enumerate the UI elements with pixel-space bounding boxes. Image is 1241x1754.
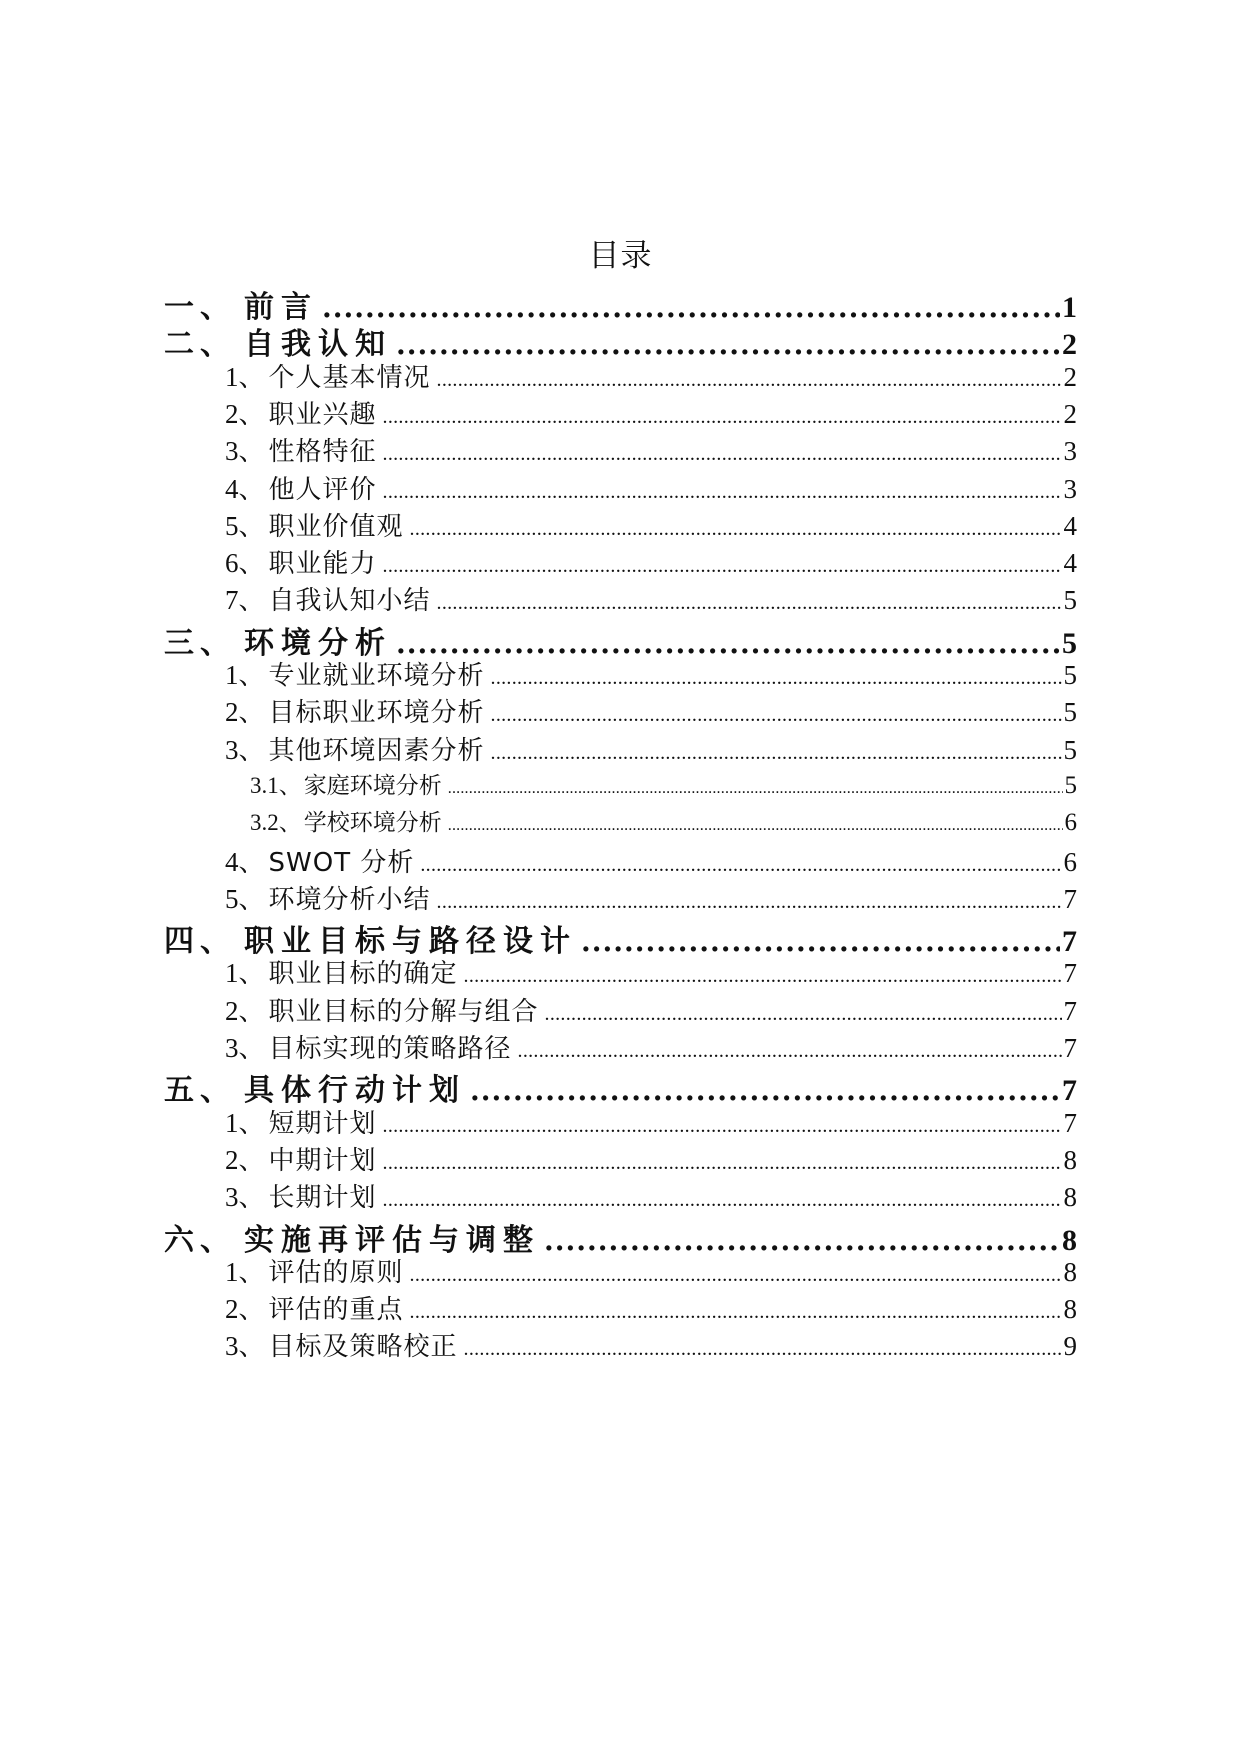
toc-title: 目录 — [588, 238, 653, 274]
toc-entry-title: 自我认知小结 — [268, 586, 431, 617]
toc-entry-title: 短期计划 — [268, 1108, 377, 1139]
toc-dot-leader — [383, 443, 1062, 466]
toc-dot-leader — [545, 1003, 1062, 1026]
toc-entry[interactable] — [225, 506, 1077, 544]
toc-entry-separator: 、 — [238, 549, 265, 580]
toc-entry-number: 5 — [225, 883, 239, 914]
toc-entry-number: 4 — [225, 846, 239, 877]
toc-entry-number: 3 — [225, 436, 239, 467]
toc-entry-separator: 、 — [238, 1145, 265, 1176]
toc-dot-leader — [437, 891, 1062, 914]
toc-entry-number: 3 — [225, 1331, 239, 1362]
toc-entry-title: 他人评价 — [268, 474, 377, 505]
toc-entry-title: 环境分析 — [244, 625, 392, 661]
toc-entry[interactable] — [225, 1252, 1077, 1290]
toc-entry-number: 6 — [225, 548, 239, 579]
toc-entry-number: 2 — [225, 697, 239, 728]
toc-entry-number: 四 — [164, 924, 200, 960]
toc-entry-page-number: 9 — [1063, 1331, 1077, 1362]
toc-entry[interactable] — [225, 991, 1077, 1029]
toc-dot-leader — [437, 369, 1062, 392]
toc-entry-page-number: 7 — [1063, 1033, 1077, 1063]
toc-entry-page-number: 6 — [1064, 809, 1077, 837]
toc-entry[interactable] — [250, 767, 1077, 805]
toc-entry[interactable] — [225, 431, 1077, 469]
toc-entry-title: 评估的重点 — [268, 1295, 404, 1326]
toc-entry-separator: 、 — [238, 511, 265, 542]
toc-entry-title: 自我认知 — [244, 327, 392, 363]
toc-entry-separator: 、 — [238, 661, 265, 691]
toc-entry-separator: 、 — [238, 1183, 265, 1214]
toc-dot-leader — [448, 817, 1063, 835]
toc-entry[interactable] — [225, 953, 1077, 991]
toc-entry-page-number: 8 — [1063, 1256, 1077, 1287]
toc-dot-leader — [491, 704, 1062, 727]
toc-entry[interactable] — [225, 1326, 1077, 1364]
toc-entry-number: 2 — [225, 995, 239, 1026]
toc-entry-title: 目标职业环境分析 — [268, 698, 485, 729]
toc-entry-title: 职业目标的确定 — [268, 959, 458, 990]
toc-entry-number: 三 — [164, 625, 200, 661]
toc-entry-number: 1 — [225, 361, 239, 392]
toc-entry-title: 职业能力 — [268, 549, 377, 580]
toc-entry-number: 3 — [225, 734, 239, 765]
toc-entry-number: 1 — [225, 1256, 239, 1287]
toc-entry-title: 专业就业环境分析 — [268, 661, 485, 691]
toc-entry-separator: 、 — [238, 735, 265, 766]
toc-entry-title: 学校环境分析 — [303, 810, 442, 837]
toc-entry[interactable] — [225, 730, 1077, 768]
toc-dot-leader — [518, 1040, 1062, 1063]
toc-entry-number: 5 — [225, 510, 239, 541]
toc-entry-separator: 、 — [238, 959, 265, 990]
toc-entry-separator: 、 — [200, 290, 240, 325]
toc-dot-leader — [491, 742, 1062, 765]
toc-entry-separator: 、 — [238, 1034, 265, 1064]
toc-entry-number: 五 — [164, 1073, 200, 1109]
toc-dot-leader — [383, 1189, 1062, 1212]
toc-entry[interactable] — [225, 469, 1077, 507]
toc-entry-separator: 、 — [238, 1332, 265, 1363]
toc-entry-title: 中期计划 — [268, 1145, 377, 1176]
toc-entry[interactable] — [225, 580, 1077, 618]
toc-entry-separator: 、 — [238, 362, 265, 393]
toc-entry[interactable] — [164, 1065, 1077, 1109]
toc-entry-page-number: 2 — [1063, 398, 1077, 429]
toc-entry-page-number: 4 — [1063, 510, 1077, 541]
toc-dot-leader — [491, 667, 1062, 690]
toc-entry[interactable] — [164, 319, 1077, 363]
toc-entry-page-number: 3 — [1063, 473, 1077, 504]
toc-entry-number: 3 — [225, 1182, 239, 1213]
toc-entry-separator: 、 — [238, 1108, 265, 1139]
toc-entry-page-number: 8 — [1063, 1144, 1077, 1175]
toc-dot-leader — [383, 1115, 1062, 1138]
toc-entry[interactable] — [225, 1177, 1077, 1215]
toc-dot-leader — [410, 1264, 1062, 1287]
toc-entry-title: SWOT 分析 — [268, 847, 415, 878]
toc-entry-separator: 、 — [238, 884, 265, 915]
toc-entry-title: 职业价值观 — [268, 511, 404, 542]
toc-entry[interactable] — [225, 543, 1077, 581]
toc-entry-separator: 、 — [238, 437, 265, 468]
toc-entry[interactable] — [225, 1103, 1077, 1141]
toc-entry[interactable] — [225, 357, 1077, 395]
toc-entry[interactable] — [225, 394, 1077, 432]
toc-entry-separator: 、 — [238, 847, 265, 878]
toc-entry-separator: 、 — [238, 1257, 265, 1288]
toc-dot-leader — [410, 518, 1062, 541]
toc-entry[interactable] — [164, 1215, 1077, 1258]
toc-entry-page-number: 5 — [1063, 585, 1077, 616]
toc-dot-leader — [410, 1301, 1062, 1324]
toc-dot-leader — [383, 481, 1062, 504]
toc-entry-number: 二 — [164, 327, 200, 363]
toc-entry[interactable] — [164, 916, 1077, 960]
toc-entry-number: 7 — [225, 585, 239, 616]
toc-entry-title: 性格特征 — [268, 437, 377, 468]
toc-entry-page-number: 8 — [1062, 1223, 1077, 1257]
toc-entry-separator: 、 — [238, 474, 265, 505]
toc-entry[interactable] — [164, 618, 1077, 661]
toc-entry[interactable] — [225, 1140, 1077, 1178]
toc-entry-separator: 、 — [200, 327, 240, 363]
toc-entry-page-number: 1 — [1062, 291, 1077, 324]
toc-entry-title: 其他环境因素分析 — [268, 735, 485, 766]
toc-entry-page-number: 5 — [1064, 771, 1077, 799]
toc-entry-number: 3 — [225, 1033, 239, 1063]
toc-entry-title: 职业目标与路径设计 — [244, 924, 577, 960]
toc-entry[interactable] — [225, 655, 1077, 693]
toc-entry-number: 1 — [225, 958, 239, 989]
toc-entry-title: 目标及策略校正 — [268, 1332, 458, 1363]
toc-dot-leader — [437, 592, 1062, 615]
toc-entry-number: 2 — [225, 398, 239, 429]
toc-entry-page-number: 5 — [1063, 660, 1077, 690]
toc-entry-separator: 、 — [278, 810, 302, 837]
toc-entry-page-number: 8 — [1063, 1182, 1077, 1213]
toc-entry-page-number: 7 — [1063, 883, 1077, 914]
toc-entry-separator: 、 — [278, 772, 302, 799]
toc-entry-number: 1 — [225, 660, 239, 690]
toc-entry-number: 2 — [225, 1294, 239, 1325]
toc-entry-page-number: 3 — [1063, 436, 1077, 467]
toc-entry-separator: 、 — [238, 1295, 265, 1326]
toc-entry-page-number: 2 — [1062, 328, 1077, 362]
toc-entry-page-number: 6 — [1063, 846, 1077, 877]
toc-entry[interactable] — [225, 879, 1077, 917]
toc-entry-title: 职业目标的分解与组合 — [268, 996, 539, 1027]
toc-entry-page-number: 5 — [1062, 626, 1077, 660]
toc-entry-separator: 、 — [238, 996, 265, 1027]
toc-entry-page-number: 8 — [1063, 1294, 1077, 1325]
toc-entry-number: 六 — [164, 1222, 200, 1258]
toc-entry-title: 评估的原则 — [268, 1257, 404, 1288]
toc-entry-title: 环境分析小结 — [268, 884, 431, 915]
toc-entry-title: 实施再评估与调整 — [244, 1222, 540, 1258]
toc-entry-number: 4 — [225, 473, 239, 504]
toc-entry-page-number: 7 — [1062, 925, 1077, 959]
toc-entry-number: 2 — [225, 1144, 239, 1175]
toc-entry-page-number: 2 — [1063, 361, 1077, 392]
toc-entry[interactable] — [164, 282, 1077, 325]
toc-entry[interactable] — [225, 692, 1077, 730]
toc-entry-page-number: 7 — [1063, 1107, 1077, 1138]
toc-entry-number: 1 — [225, 1107, 239, 1138]
toc-dot-leader — [464, 965, 1062, 988]
toc-entry-title: 目标实现的策略路径 — [268, 1034, 512, 1064]
toc-entry[interactable] — [250, 804, 1077, 842]
toc-entry-title: 具体行动计划 — [244, 1073, 466, 1109]
toc-entry-page-number: 5 — [1063, 734, 1077, 765]
toc-entry-separator: 、 — [200, 1073, 240, 1109]
toc-entry-separator: 、 — [200, 1222, 240, 1258]
toc-dot-leader — [420, 854, 1061, 877]
toc-entry[interactable] — [225, 1289, 1077, 1327]
toc-entry-page-number: 7 — [1063, 995, 1077, 1026]
toc-entry-title: 个人基本情况 — [268, 362, 431, 393]
toc-entry-title: 前言 — [244, 290, 318, 325]
toc-entry-separator: 、 — [200, 924, 240, 960]
toc-entry[interactable] — [225, 842, 1077, 880]
toc-entry-separator: 、 — [238, 698, 265, 729]
toc-entry[interactable] — [225, 1028, 1077, 1066]
toc-entry-number: 一 — [164, 290, 200, 325]
toc-entry-page-number: 5 — [1063, 697, 1077, 728]
toc-dot-leader — [464, 1338, 1062, 1361]
toc-entry-number: 3.1 — [250, 772, 279, 798]
toc-entry-title: 职业兴趣 — [268, 399, 377, 430]
toc-entry-separator: 、 — [238, 586, 265, 617]
toc-entry-separator: 、 — [200, 625, 240, 661]
toc-entry-separator: 、 — [238, 399, 265, 430]
toc-entry-page-number: 7 — [1063, 958, 1077, 989]
toc-entry-title: 家庭环境分析 — [303, 772, 442, 799]
toc-dot-leader — [383, 1152, 1062, 1175]
toc-entry-title: 长期计划 — [268, 1183, 377, 1214]
toc-entry-page-number: 4 — [1063, 548, 1077, 579]
toc-entry-page-number: 7 — [1062, 1074, 1077, 1108]
toc-entry-number: 3.2 — [250, 810, 279, 836]
toc-dot-leader — [383, 406, 1062, 429]
toc-dot-leader — [383, 555, 1062, 578]
toc-dot-leader — [448, 780, 1063, 798]
